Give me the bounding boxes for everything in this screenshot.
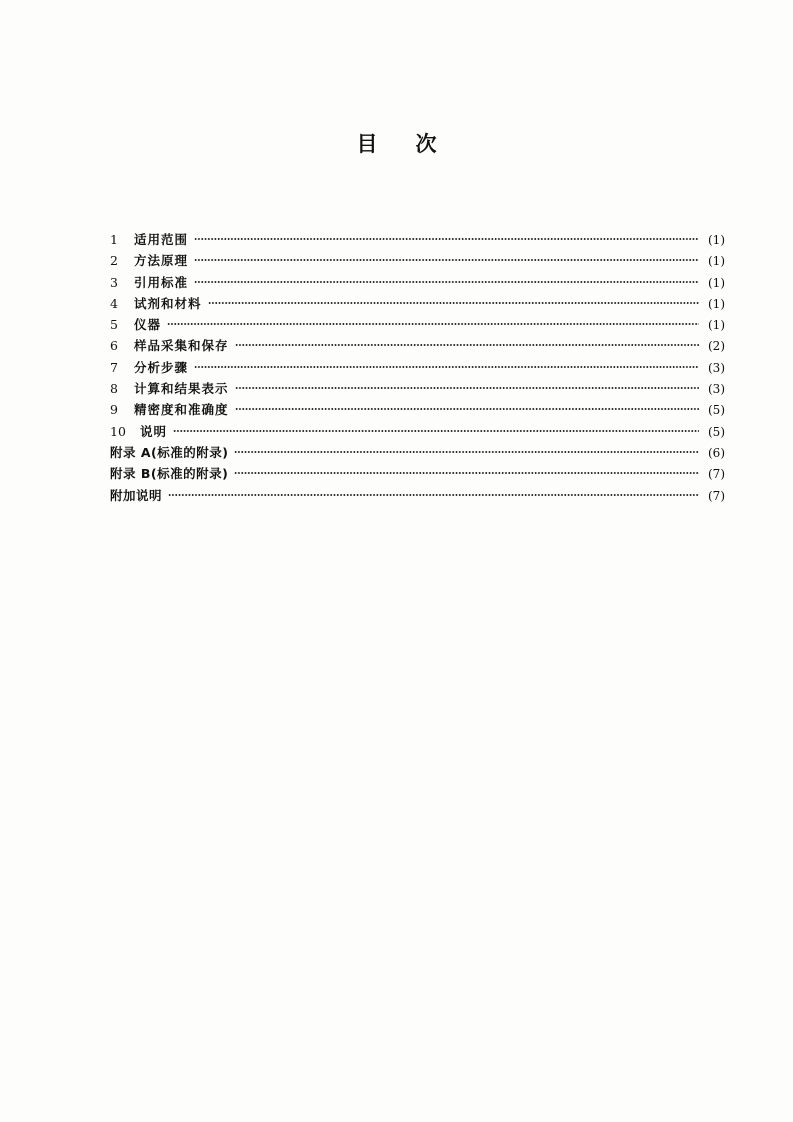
toc-entry-appendix-b[interactable] xyxy=(110,463,725,484)
toc-entry-2[interactable] xyxy=(110,250,725,271)
toc-label: 适用范围 xyxy=(134,232,189,247)
toc-page: (3) xyxy=(708,382,725,397)
toc-page: (5) xyxy=(708,403,725,418)
toc-entry-appendix-a[interactable] xyxy=(110,442,725,463)
toc-label: 计算和结果表示 xyxy=(134,381,229,397)
leader-dots xyxy=(194,365,699,369)
leader-dots xyxy=(235,386,699,390)
toc-entry-7[interactable] xyxy=(110,357,725,378)
leader-dots xyxy=(168,493,699,497)
toc-number: 5 xyxy=(110,317,118,333)
leader-dots xyxy=(234,450,699,454)
toc-entry-10[interactable] xyxy=(110,421,725,442)
page-title xyxy=(0,128,793,158)
toc-page: (7) xyxy=(708,488,725,503)
toc-page: (2) xyxy=(708,339,725,354)
toc-number: 1 xyxy=(110,232,118,247)
toc-entry-3[interactable] xyxy=(110,272,725,293)
toc-entry-9[interactable] xyxy=(110,399,725,420)
toc-number: 8 xyxy=(110,381,118,397)
toc-entry-1[interactable] xyxy=(110,229,725,250)
toc-entry-4[interactable] xyxy=(110,293,725,314)
toc-number: 4 xyxy=(110,295,118,311)
leader-dots xyxy=(167,322,699,326)
leader-dots xyxy=(234,471,699,475)
toc-page: (1) xyxy=(708,254,725,269)
toc-page: (5) xyxy=(708,424,725,439)
toc-page: (7) xyxy=(708,467,725,482)
leader-dots xyxy=(194,258,699,262)
toc-label: 方法原理 xyxy=(134,253,189,269)
toc-label: 分析步骤 xyxy=(134,359,189,375)
toc-page: (1) xyxy=(708,296,725,311)
toc-label: 仪器 xyxy=(134,317,162,333)
toc-label: 样品采集和保存 xyxy=(134,338,229,354)
toc-entry-additional-notes[interactable] xyxy=(110,485,725,506)
toc-number: 7 xyxy=(110,359,118,375)
toc-page: (1) xyxy=(708,233,725,247)
toc-page: (1) xyxy=(708,318,725,333)
title-char-1: 目 xyxy=(356,132,378,156)
leader-dots xyxy=(173,429,699,433)
toc-page: (6) xyxy=(708,445,725,460)
leader-dots xyxy=(235,407,699,411)
toc-number: 9 xyxy=(110,402,118,418)
toc-entry-6[interactable] xyxy=(110,335,725,356)
toc-entry-8[interactable] xyxy=(110,378,725,399)
toc-label: 说明 xyxy=(140,423,168,439)
toc-label: 附录 B(标准的附录) xyxy=(110,466,229,482)
toc-label: 试剂和材料 xyxy=(134,295,202,311)
toc-label: 附加说明 xyxy=(110,487,163,503)
toc-number: 2 xyxy=(110,253,118,269)
toc-page: (3) xyxy=(708,360,725,375)
leader-dots xyxy=(194,237,699,241)
toc-number: 10 xyxy=(110,423,126,439)
toc-number: 6 xyxy=(110,338,118,354)
leader-dots xyxy=(235,343,699,347)
toc-number: 3 xyxy=(110,274,118,290)
title-char-2: 次 xyxy=(415,132,437,156)
toc-label: 精密度和准确度 xyxy=(134,402,229,418)
toc-page: (1) xyxy=(708,275,725,290)
leader-dots xyxy=(194,280,699,284)
table-of-contents xyxy=(110,229,725,506)
toc-label: 引用标准 xyxy=(134,274,189,290)
toc-label: 附录 A(标准的附录) xyxy=(110,444,229,460)
toc-entry-5[interactable] xyxy=(110,314,725,335)
leader-dots xyxy=(208,301,699,305)
